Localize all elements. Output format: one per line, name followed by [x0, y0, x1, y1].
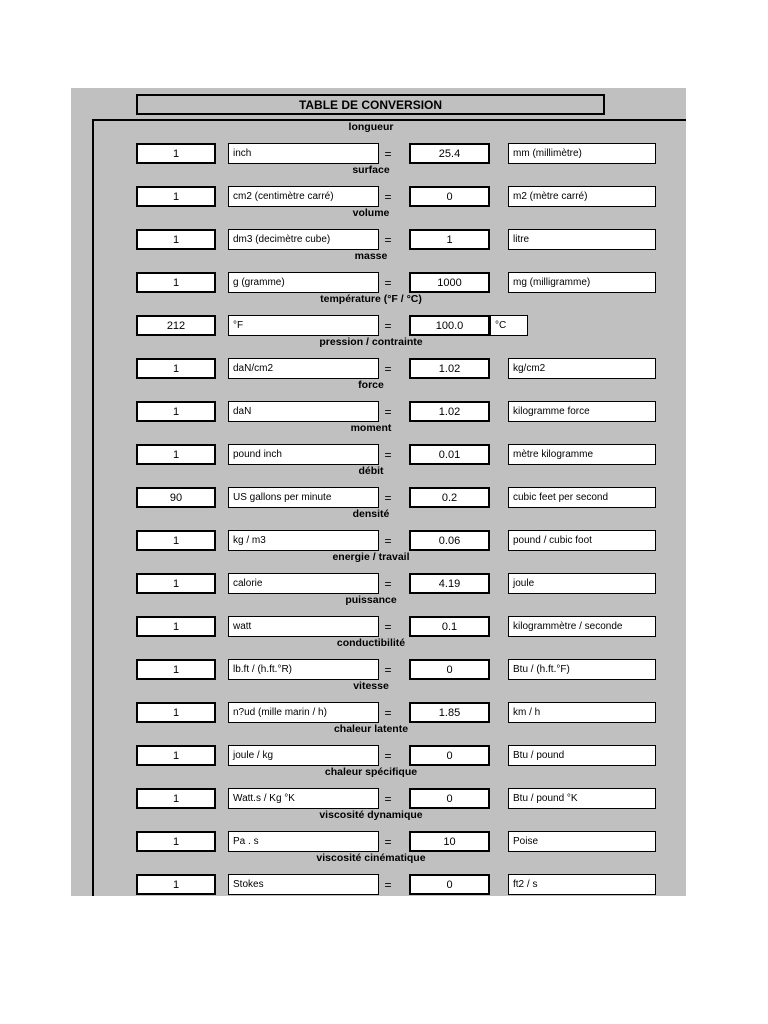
equals-sign: = [384, 878, 392, 892]
input-value-field[interactable]: 1 [136, 874, 216, 895]
conversion-row [71, 120, 686, 163]
equals-sign: = [384, 147, 392, 161]
input-value-field[interactable]: 1 [136, 186, 216, 207]
category-label: densité [352, 508, 390, 520]
input-unit-field: dm3 (decimètre cube) [228, 229, 379, 250]
category-label: vitesse [353, 680, 389, 692]
input-value-field[interactable]: 1 [136, 831, 216, 852]
input-value-field[interactable]: 1 [136, 573, 216, 594]
input-unit-field: g (gramme) [228, 272, 379, 293]
input-value-field[interactable]: 1 [136, 272, 216, 293]
conversion-row [71, 722, 686, 765]
result-value-field: 0 [409, 788, 490, 809]
result-value-field: 0 [409, 659, 490, 680]
equals-sign: = [384, 190, 392, 204]
result-unit-field: cubic feet per second [508, 487, 656, 508]
equals-sign: = [384, 706, 392, 720]
result-value-field: 0.06 [409, 530, 490, 551]
conversion-rows [71, 120, 686, 894]
category-label: volume [352, 207, 390, 219]
category-label: masse [354, 250, 388, 262]
input-unit-field: pound inch [228, 444, 379, 465]
conversion-row [71, 550, 686, 593]
input-unit-field: daN [228, 401, 379, 422]
conversion-row [71, 808, 686, 851]
input-value-field[interactable]: 1 [136, 616, 216, 637]
equals-sign: = [384, 362, 392, 376]
input-unit-field: watt [228, 616, 379, 637]
result-value-field: 0.1 [409, 616, 490, 637]
input-value-field[interactable]: 90 [136, 487, 216, 508]
conversion-row [71, 507, 686, 550]
result-value-field: 1000 [409, 272, 490, 293]
equals-sign: = [384, 534, 392, 548]
input-value-field[interactable]: 1 [136, 659, 216, 680]
conversion-row [71, 765, 686, 808]
input-unit-field: daN/cm2 [228, 358, 379, 379]
result-value-field: 25.4 [409, 143, 490, 164]
conversion-row [71, 335, 686, 378]
category-label: longueur [348, 121, 394, 133]
equals-sign: = [384, 577, 392, 591]
equals-sign: = [384, 233, 392, 247]
equals-sign: = [384, 663, 392, 677]
input-value-field[interactable]: 212 [136, 315, 216, 336]
result-unit-field: mm (millimètre) [508, 143, 656, 164]
result-unit-field: joule [508, 573, 656, 594]
category-label: débit [358, 465, 384, 477]
category-label: moment [350, 422, 392, 434]
category-label: force [358, 379, 384, 391]
equals-sign: = [384, 835, 392, 849]
equals-sign: = [384, 749, 392, 763]
input-value-field[interactable]: 1 [136, 143, 216, 164]
result-unit-field: Poise [508, 831, 656, 852]
input-value-field[interactable]: 1 [136, 444, 216, 465]
result-value-field: 10 [409, 831, 490, 852]
page-title: TABLE DE CONVERSION [136, 94, 605, 115]
input-value-field[interactable]: 1 [136, 702, 216, 723]
conversion-row [71, 464, 686, 507]
conversion-row [71, 206, 686, 249]
conversion-row [71, 851, 686, 894]
result-unit-field: Btu / pound °K [508, 788, 656, 809]
input-unit-field: Pa . s [228, 831, 379, 852]
input-unit-field: inch [228, 143, 379, 164]
conversion-row [71, 292, 686, 335]
category-label: conductibilité [336, 637, 406, 649]
result-value-field: 4.19 [409, 573, 490, 594]
category-label: chaleur spécifique [324, 766, 418, 778]
category-label: puissance [345, 594, 397, 606]
input-value-field[interactable]: 1 [136, 530, 216, 551]
result-unit-field: kilogrammètre / seconde [508, 616, 656, 637]
category-label: viscosité cinématique [316, 852, 426, 864]
input-unit-field: joule / kg [228, 745, 379, 766]
category-label: pression / contrainte [319, 336, 423, 348]
equals-sign: = [384, 491, 392, 505]
result-unit-field: km / h [508, 702, 656, 723]
input-value-field[interactable]: 1 [136, 358, 216, 379]
input-unit-field: US gallons per minute [228, 487, 379, 508]
result-value-field: 1 [409, 229, 490, 250]
result-value-field: 0.01 [409, 444, 490, 465]
equals-sign: = [384, 448, 392, 462]
input-unit-field: °F [228, 315, 379, 336]
result-value-field: 1.02 [409, 401, 490, 422]
equals-sign: = [384, 276, 392, 290]
conversion-row [71, 378, 686, 421]
result-value-field: 0 [409, 745, 490, 766]
result-value-field: 0 [409, 874, 490, 895]
result-unit-field: ft2 / s [508, 874, 656, 895]
equals-sign: = [384, 792, 392, 806]
result-unit-field: Btu / (h.ft.°F) [508, 659, 656, 680]
conversion-row [71, 421, 686, 464]
result-unit-field: Btu / pound [508, 745, 656, 766]
input-unit-field: Watt.s / Kg °K [228, 788, 379, 809]
conversion-row [71, 249, 686, 292]
result-unit-field: m2 (mètre carré) [508, 186, 656, 207]
input-value-field[interactable]: 1 [136, 745, 216, 766]
category-label: surface [352, 164, 390, 176]
result-value-field: 0 [409, 186, 490, 207]
category-label: energie / travail [332, 551, 410, 563]
input-unit-field: lb.ft / (h.ft.°R) [228, 659, 379, 680]
conversion-row [71, 636, 686, 679]
result-value-field: 1.02 [409, 358, 490, 379]
result-value-field: 0.2 [409, 487, 490, 508]
conversion-row [71, 593, 686, 636]
result-unit-field: litre [508, 229, 656, 250]
input-unit-field: n?ud (mille marin / h) [228, 702, 379, 723]
equals-sign: = [384, 405, 392, 419]
result-unit-field: mg (milligramme) [508, 272, 656, 293]
result-value-field: 100.0 [409, 315, 490, 336]
conversion-row [71, 163, 686, 206]
input-unit-field: Stokes [228, 874, 379, 895]
input-unit-field: calorie [228, 573, 379, 594]
equals-sign: = [384, 319, 392, 333]
conversion-sheet [71, 88, 686, 896]
input-unit-field: kg / m3 [228, 530, 379, 551]
input-value-field[interactable]: 1 [136, 401, 216, 422]
result-unit-field: kilogramme force [508, 401, 656, 422]
result-value-field: 1.85 [409, 702, 490, 723]
conversion-row [71, 679, 686, 722]
input-unit-field: cm2 (centimètre carré) [228, 186, 379, 207]
input-value-field[interactable]: 1 [136, 229, 216, 250]
category-label: viscosité dynamique [319, 809, 423, 821]
result-unit-field: mètre kilogramme [508, 444, 656, 465]
result-unit-field: pound / cubic foot [508, 530, 656, 551]
input-value-field[interactable]: 1 [136, 788, 216, 809]
category-label: chaleur latente [333, 723, 409, 735]
equals-sign: = [384, 620, 392, 634]
result-unit-field: kg/cm2 [508, 358, 656, 379]
result-unit-field: °C [490, 315, 528, 336]
category-label: température (°F / °C) [320, 293, 422, 305]
